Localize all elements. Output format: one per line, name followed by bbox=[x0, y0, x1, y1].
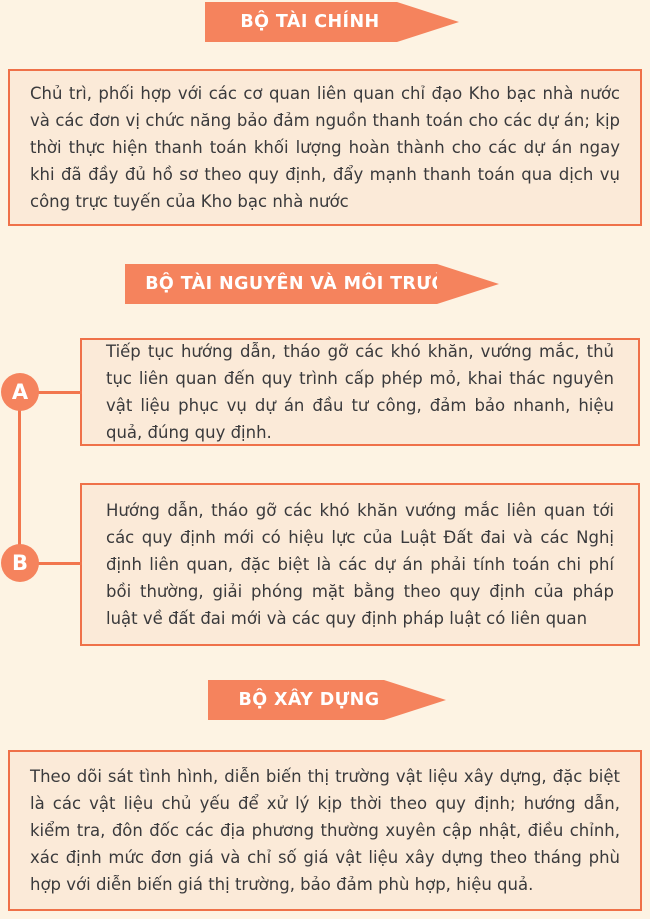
step-label-a: A bbox=[11, 380, 29, 404]
step-label-b: B bbox=[11, 551, 28, 575]
banner-label: BỘ TÀI NGUYÊN VÀ MÔI TRƯỜNG bbox=[145, 274, 477, 294]
step-label-circle-a bbox=[1, 373, 39, 411]
bo-tai-chinh-detail-text: Chủ trì, phối hợp với các cơ quan liên quan chỉ đạo Kho bạc nhà nước và các đơn vị chức năng bảo đảm nguồn thanh toán cho các dự án; kịp thời thực hiện thanh toán khối lượng hoàn thành cho các dự án ngay khi đã đầy đủ hồ sơ theo quy định, đẩy mạnh thanh toán qua dịch vụ công trực tuyến của Kho bạc nhà nước bbox=[30, 84, 620, 211]
section-banner-bo-tai-nguyen-va-moi-truong bbox=[125, 264, 477, 304]
connector-line-vertical-a-to-b bbox=[18, 392, 21, 563]
item-a-detail-text: Tiếp tục hướng dẫn, tháo gỡ các khó khăn, vướng mắc, thủ tục liên quan đến quy trình cấp phép mỏ, khai thác nguyên vật liệu phục vụ dự án đầu tư công, đảm bảo nhanh, hiệu quả, đúng quy định. bbox=[106, 342, 614, 442]
item-a-detail-box bbox=[80, 338, 640, 446]
section-banner-bo-tai-chinh bbox=[205, 2, 397, 42]
section-banner-bo-xay-dung bbox=[208, 680, 384, 720]
banner-label: BỘ XÂY DỰNG bbox=[238, 690, 380, 710]
bo-xay-dung-detail-text: Theo dõi sát tình hình, diễn biến thị trường vật liệu xây dựng, đặc biệt là các vật liệu chủ yếu để xử lý kịp thời theo quy định; hướng dẫn, kiểm tra, đôn đốc các địa phương thường xuyên cập nhật, điều chỉnh, xác định mức đơn giá và chỉ số giá vật liệu xây dựng theo tháng phù hợp với diễn biến giá thị trường, bảo đảm phù hợp, hiệu quả. bbox=[30, 767, 620, 894]
banner-label: BỘ TÀI CHÍNH bbox=[240, 12, 380, 32]
bo-tai-chinh-detail-box bbox=[8, 69, 642, 226]
step-label-circle-b bbox=[1, 544, 39, 582]
item-b-detail-text: Hướng dẫn, tháo gỡ các khó khăn vướng mắc liên quan tới các quy định mới có hiệu lực của Luật Đất đai và các Nghị định liên quan, đặc biệt là các dự án phải tính toán chi phí bồi thường, giải phóng mặt bằng theo quy định của pháp luật về đất đai mới và các quy định pháp luật có liên quan bbox=[106, 501, 614, 628]
item-b-detail-box bbox=[80, 483, 640, 646]
bo-xay-dung-detail-box bbox=[8, 750, 642, 911]
